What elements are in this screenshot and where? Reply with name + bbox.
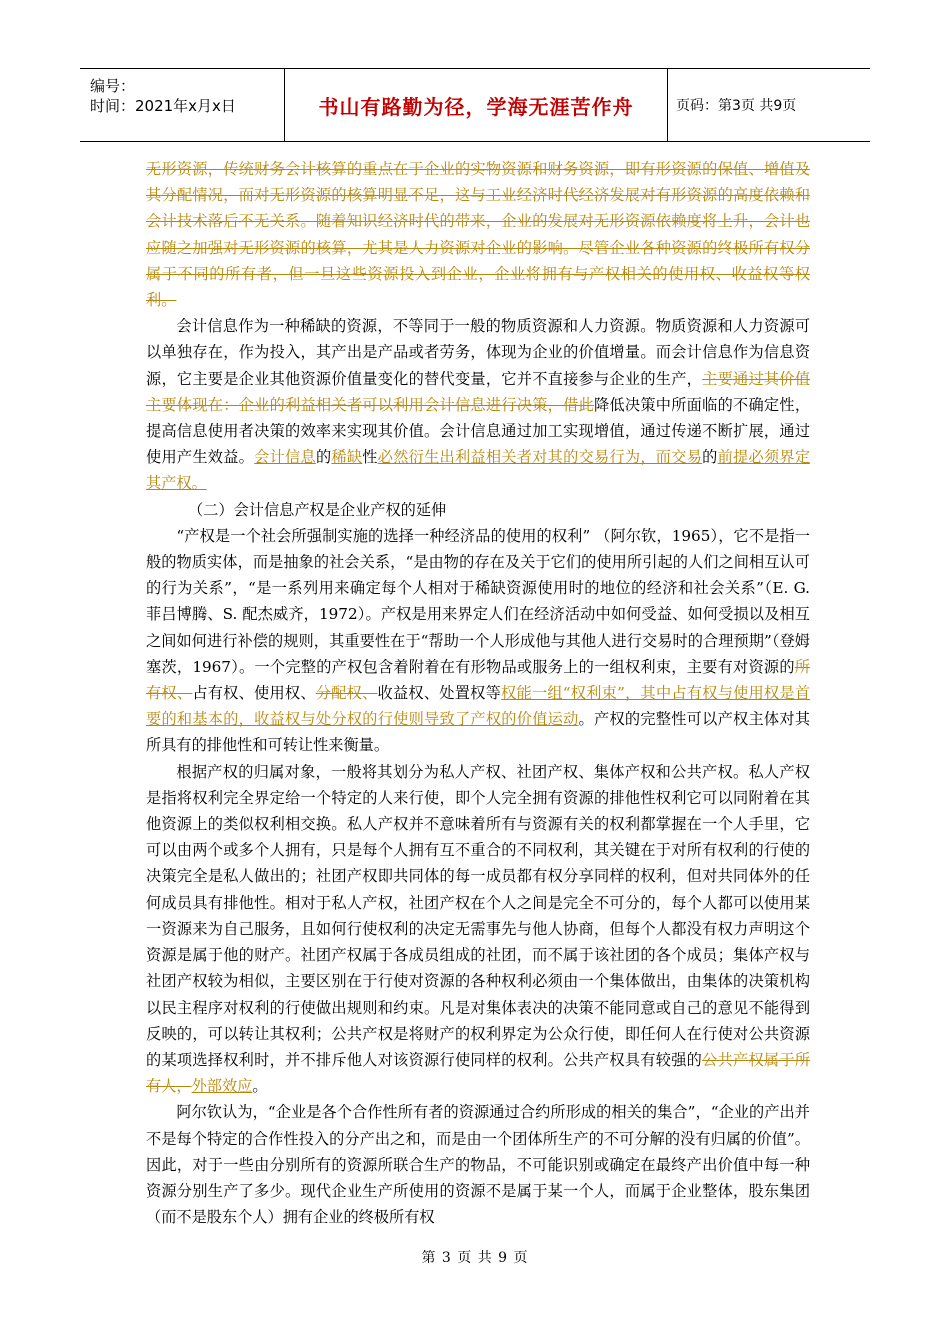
inserted-text: 外部效应 [191,1077,253,1096]
deleted-text: 无形资源，传统财务会计核算的重点在于企业的实物资源和财务资源，即有形资源的保值、增值及其分配情况，而对无形资源的核算明显不足，这与工业经济时代经济发展对有形资源的高度依赖和会计技术落后不无关系。随着知识经济时代的带来，企业的发展对无形资源依赖度将上升，会计也应随之加强对无形资源的核算，尤其是人力资源对企业的影响。尽管企业各种资源的终极所有权分属于不同的所有者，但一旦这些资源投入到企业，企业将拥有与产权相关的使用权、收益权等权利。 [146,160,810,310]
paragraph-alchian: 阿尔钦认为，“企业是各个合作性所有者的资源通过合约所形成的相关的集合”，“企业的产出并不是每个特定的合作性投入的分产出之和，而是由一个团体所生产的不可分解的没有归属的价值”。因此，对于一些由分别所有的资源所联合生产的物品，不可能识别或确定在最终产出价值中每一种资源分别生产了多少。现代企业生产所使用的资源不是属于某一个人，而属于企业整体，股东集团（而不是股东个人）拥有企业的终极所有权 [146,1103,810,1227]
body-text: 。 [252,1077,268,1096]
paragraph-deleted-intro [146,156,810,313]
header-left-cell [80,69,285,141]
time-label: 时间：2021年x月x日 [90,97,236,115]
body-text: 的 [315,448,332,467]
body-text: 占有权、使用权、 [192,684,316,703]
page-footer: 第 3 页 共 9 页 [421,1250,529,1266]
section-subheading: （二）会计信息产权是企业产权的延伸 [188,500,447,519]
deleted-text: 所有权、 [146,657,810,703]
body-text: 根据产权的归属对象，一般将其划分为私人产权、社团产权、集体产权和公共产权。私人产权是指将权利完全界定给一个特定的人来行使，即个人完全拥有资源的排他性权利它可以同附着在其他资源上的类似权利相交换。私人产权并不意味着所有与资源有关的权利都掌握在一个人手里，它可以由两个或多个人拥有，只是每个人拥有互不重合的不同权利，其关键在于对所有权利的行使的决策完全是私人做出的；社团产权即共同体的每一成员都有权分享同样的权利，但对共同体外的任何成员具有排他性。相对于私人产权，社团产权在个人之间是完全不可分的，每个人都可以使用某一资源来为自己服务，且如何行使权利的决定无需事先与他人协商，但每个人都没有权力声明这个资源是属于他的财产。社团产权属于各成员组成的社团，而不属于该社团的各个成员；集体产权与社团产权较为相似，主要区别在于行使对资源的各种权利必须由一个集体做出，由集体的决策机构以民主程序对权利的行使做出规则和约束。凡是对集体表决的决策不能同意或自己的意见不能得到反映的，可以转让其权利；公共产权是将财产的权利界定为公众行使，即任何人在行使对公共资源的某项选择权利时，并不排斥他人对该资源行使同样的权利。公共产权具有较强的 [146,762,810,1069]
body-text: 会计信息作为一种稀缺的资源，不等同于一般的物质资源和人力资源。物质资源和人力资源可以单独存在，作为投入，其产出是产品或者劳务，体现为企业的价值增量。而会计信息作为信息资源，它主要是企业其他资源价值量变化的替代变量，它并不直接参与企业的生产， [146,317,810,388]
body-text: “产权是一个社会所强制实施的选择一种经济品的使用的权利” （阿尔钦，1965），它不是指一般的物质实体，而是抽象的社会关系，“是由物的存在及关于它们的使用所引起的人们之间相互认可的行为关系”，“是一系列用来确定每个人相对于稀缺资源使用时的地位的经济和社会关系”（E. G. 菲吕博腾、S. 配杰威齐，1972）。产权是用来界定人们在经济活动中如何受益、如何受损以及相互之间如何进行补偿的规则，其重要性在于“帮助一个人形成他与其他人进行交易时的合理预期”（登姆塞茨，1967）。一个完整的产权包含着附着在有形物品或服务上的一组权利束，主要有对资源的 [146,526,810,676]
body-text: 。产权的完整性可以产权主体对其所具有的排他性和可转让性来衡量。 [146,710,811,755]
paragraph-rights-types [146,759,810,1100]
inserted-text: 权能一组“权利束”，其中占有权与使用权是首要的和基本的，收益权与处分权的行使则导致了产权的价值运动 [146,684,811,729]
document-header [80,68,870,142]
paragraph-info-resource [146,313,810,496]
deleted-text: 公共产权属于所有人， [146,1050,811,1096]
body-text: 降低决策中所面临的不确定性，提高信息使用者决策的效率来实现其价值。会计信息通过加工实现增值，通过传递不断扩展，通过使用产生效益。 [146,395,811,467]
number-label: 编号： [90,77,136,95]
body-text: 收益权、处置权等 [377,684,502,703]
inserted-text: 前提必须界定其产权。 [146,448,811,493]
inserted-text: 会计信息 [254,448,316,467]
deleted-text: 主要通过其价值主要体现在：企业的利益相关者可以利用会计信息进行决策，借此 [146,369,811,414]
header-center-cell [285,69,668,141]
inserted-text: 稀缺 [331,448,363,467]
document-body [146,156,810,1230]
inserted-text: 必然衍生出利益相关者对其的交易行为，而交易 [377,448,703,467]
paragraph-property-rights [146,523,810,759]
header-motto: 书山有路勤为径，学海无涯苦作舟 [318,95,634,119]
header-right-cell [668,69,870,141]
body-text: 的 [702,448,718,467]
deleted-text: 分配权、 [315,684,378,703]
header-page-label: 页码：第3页 共9页 [676,98,797,114]
body-text: 性 [362,448,378,467]
